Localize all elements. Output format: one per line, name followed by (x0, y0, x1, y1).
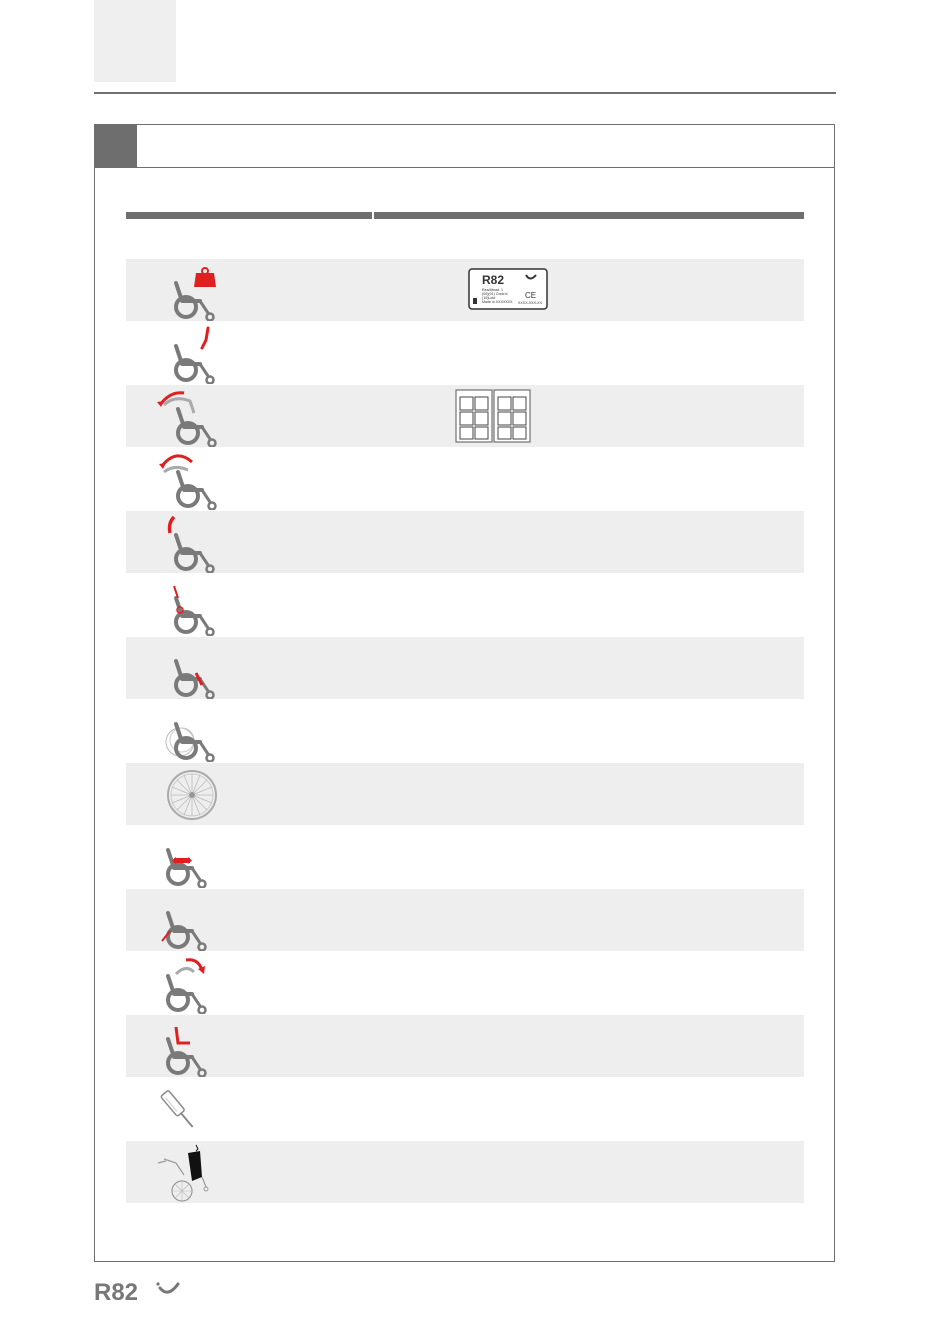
brand-logo (94, 1276, 184, 1309)
table-row (126, 1078, 804, 1140)
product-label-line-3: (10)Lot# (482, 296, 496, 300)
section-marker (95, 125, 137, 167)
user-manual-image (455, 389, 531, 443)
product-label-line-2: (00)(01) Control (482, 292, 508, 296)
wheelchair-fold-backrest-icon (154, 385, 224, 447)
wheelchair-backrest-check-icon (154, 322, 224, 384)
table-row (126, 1141, 804, 1203)
wheelchair-anti-tip-icon (154, 889, 224, 951)
table-row (126, 826, 804, 888)
table-row (126, 700, 804, 762)
wheelchair-seat-depth-icon (154, 637, 224, 699)
column-header-right (374, 212, 804, 219)
table-row (126, 322, 804, 384)
frame-header (95, 125, 834, 168)
wheelchair-transport-icon (154, 1141, 224, 1203)
wheelchair-backrest-recline-icon (154, 448, 224, 510)
wheelchair-footrest-swing-icon (154, 952, 224, 1014)
table-row (126, 574, 804, 636)
spoked-wheel-icon (154, 763, 224, 825)
column-header-left (126, 212, 372, 219)
product-label-code: XXXX-XXX-XX (518, 301, 542, 305)
table-row (126, 637, 804, 699)
wheelchair-push-handle-icon (154, 511, 224, 573)
table-row (126, 952, 804, 1014)
header-rule (94, 92, 836, 94)
wheelchair-seat-adjust-icon (154, 826, 224, 888)
corner-tab (94, 0, 176, 82)
wheelchair-wheel-release-icon (154, 700, 224, 762)
table-row (126, 1015, 804, 1077)
product-label-brand: R82 (482, 273, 505, 287)
table-row (126, 259, 804, 321)
wheelchair-backrest-angle-icon (154, 574, 224, 636)
product-label-line-4: Made in XXXXXXX (482, 300, 513, 304)
wheelchair-armrest-icon (154, 1015, 224, 1077)
table-row (126, 448, 804, 510)
table-row (126, 511, 804, 573)
brand-logo-text: R82 (94, 1279, 139, 1304)
wheelchair-weight-icon (154, 259, 224, 321)
tool-icon (154, 1078, 224, 1140)
table-row (126, 763, 804, 825)
product-label (468, 268, 548, 310)
table-row (126, 385, 804, 447)
table-row (126, 889, 804, 951)
ce-mark: CE (525, 291, 537, 300)
product-label-line-1: Rea/Afnad. 1 (482, 288, 503, 292)
